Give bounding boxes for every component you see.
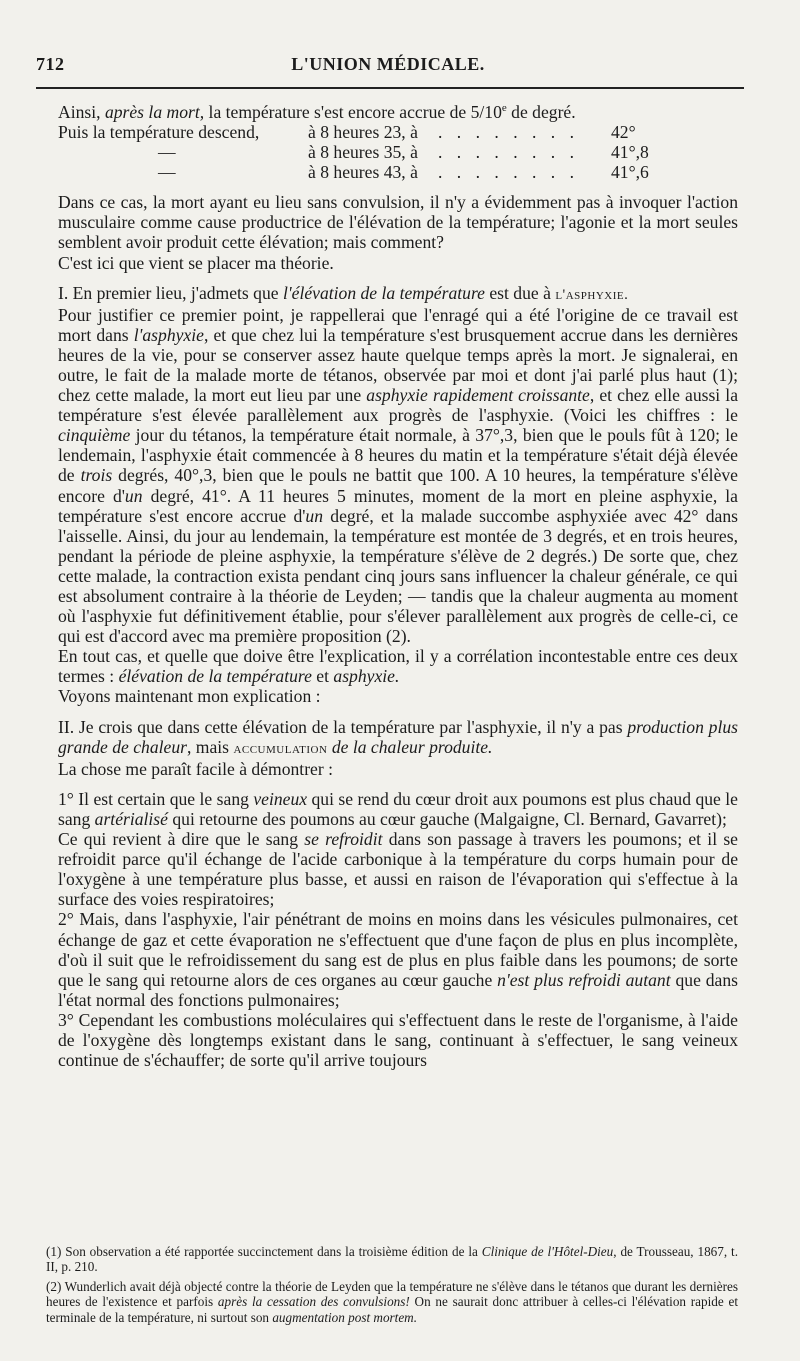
footnote: (1) Son observation a été rapportée succinctement dans la troisième édition de la Clinique de l'Hôtel-Dieu, de Trousseau, 1867, t. II, p. 210. [46,1244,738,1275]
footnotes [46,1244,738,1329]
paragraph: Voyons maintenant mon explication : [58,686,321,707]
paragraph: En tout cas, et quelle que doive être l'explication, il y a corrélation incontestable entre ces deux termes : élévation de la température et asphyxie. [58,646,738,687]
paragraph: 2° Mais, dans l'asphyxie, l'air pénétrant de moins en moins dans les vésicules pulmonaires, cet échange de gaz et cette évaporation ne s'effectuent que d'une façon de plus en plus incomplète, d'où il suit que le refroidissement du sang est de plus en plus faible dans les poumons; de sorte que le sang qui retourne alors de ces organes au cœur gauche n'est plus refroidi autant que dans l'état normal des fonctions pulmonaires; [58,909,738,1010]
paragraph: Pour justifier ce premier point, je rappellerai que l'enragé qui a été l'origine de ce travail est mort dans l'asphyxie, et que chez lui la température s'est brusquement accrue dans les dernières heures de la vie, pour se conserver assez haute quelque temps après la mort. Je signalerai, en outre, le fait de la malade morte de tétanos, observée par moi et dont j'ai parlé plus haut (1); chez cette malade, la mort eut lieu par une asphyxie rapidement croissante, et chez elle aussi la température s'est élevée parallèlement aux progrès de l'asphyxie. (Voici les chiffres : le cinquième jour du tétanos, la température était normale, à 37°,3, bien que le pouls fût à 120; le lendemain, l'asphyxie était commencée à 8 heures du matin et la température s'était déjà élevée de trois degrés, 40°,3, bien que le pouls ne battit que 100. A 10 heures, la température s'élève encore d'un degré, 41°. A 11 heures 5 minutes, moment de la mort en pleine asphyxie, la température s'est encore accrue d'un degré, et la malade succombe asphyxiée avec 42° dans l'aisselle. Ainsi, du jour au lendemain, la température est montée de 3 degrés, et en trois heures, pendant la période de pleine asphyxie, la température s'élève de 2 degrés.) De sorte que, chez cette malade, la contraction exista pendant cinq jours sans influencer la chaleur générale, ce qui est absolument contraire à la théorie de Leyden; — tandis que la chaleur augmenta au moment où l'asphyxie fut définitivement établie, pour s'élever parallèlement aux progrès de celle-ci, ce qui est d'accord avec ma première proposition (2). [58,304,738,647]
page-number: 712 [36,54,65,74]
ditto-dash: — [158,162,176,183]
paragraph: Dans ce cas, la mort ayant eu lieu sans convulsion, il n'y a évidemment pas à invoquer l'action musculaire comme cause productrice de l'élévation de la température; l'agonie et la mort seules semblent avoir produit cette élévation; mais comment? [58,192,738,253]
leader-dots: . . . . . . . . [438,162,579,183]
temperature-row [58,142,738,162]
paragraph: La chose me paraît facile à démontrer : [58,758,334,779]
paragraph: C'est ici que vient se placer ma théorie. [58,252,334,273]
paragraph: II. Je crois que dans cette élévation de la température par l'asphyxie, il n'y a pas production plus grande de chaleur, mais accumulation de la chaleur produite. [58,716,738,757]
paragraph: 1° Il est certain que le sang veineux qui se rend du cœur droit aux poumons est plus chaud que le sang artérialisé qui retourne des poumons au cœur gauche (Malgaigne, Cl. Bernard, Gavarret); [58,788,738,829]
temperature-intro: Puis la température descend, [58,121,260,142]
page-header [36,50,740,80]
leader-dots: . . . . . . . . [438,142,579,163]
temperature-row [58,122,738,142]
temperature-value: 41°,8 [611,142,649,163]
temperature-time: à 8 heures 23, à [308,121,418,142]
temperature-time: à 8 heures 35, à [308,142,418,163]
article-body [58,98,738,1070]
paragraph: Ainsi, après la mort, la température s'est encore accrue de 5/10e de degré. [58,101,576,122]
paragraph: 3° Cependant les combustions moléculaires qui s'effectuent dans le reste de l'organisme, à l'aide de l'oxygène dès longtemps existant dans le sang, continuant à s'effectuer, le sang veineux continue de s'échauffer; de sorte qu'il arrive toujours [58,1009,738,1071]
temperature-value: 41°,6 [611,162,649,183]
paragraph: Ce qui revient à dire que le sang se refroidit dans son passage à travers les poumons; et il se refroidit parce qu'il échange de l'acide carbonique à la température du corps humain pour de l'oxygène à une température plus basse, et aussi en raison de l'évaporation qui s'effectue à la surface des voies respiratoires; [58,829,738,910]
leader-dots: . . . . . . . . [438,121,579,142]
body-paragraphs [58,192,738,1070]
temperature-value: 42° [611,121,636,142]
paragraph: I. En premier lieu, j'admets que l'élévation de la température est due à l'asphyxie. [58,282,629,303]
footnote: (2) Wunderlich avait déjà objecté contre la théorie de Leyden que la température ne s'élève dans le tétanos que durant les dernières heures de l'existence et parfois après la cessation des convulsions! On ne saurait donc attribuer à celles-ci l'élévation rapide et terminale de la température, ni surtout son augmentation post mortem. [46,1278,738,1325]
header-rule [36,87,744,89]
ditto-dash: — [158,142,176,163]
journal-title: L'UNION MÉDICALE. [291,54,485,74]
temperature-row [58,162,738,182]
temperature-time: à 8 heures 43, à [308,162,418,183]
